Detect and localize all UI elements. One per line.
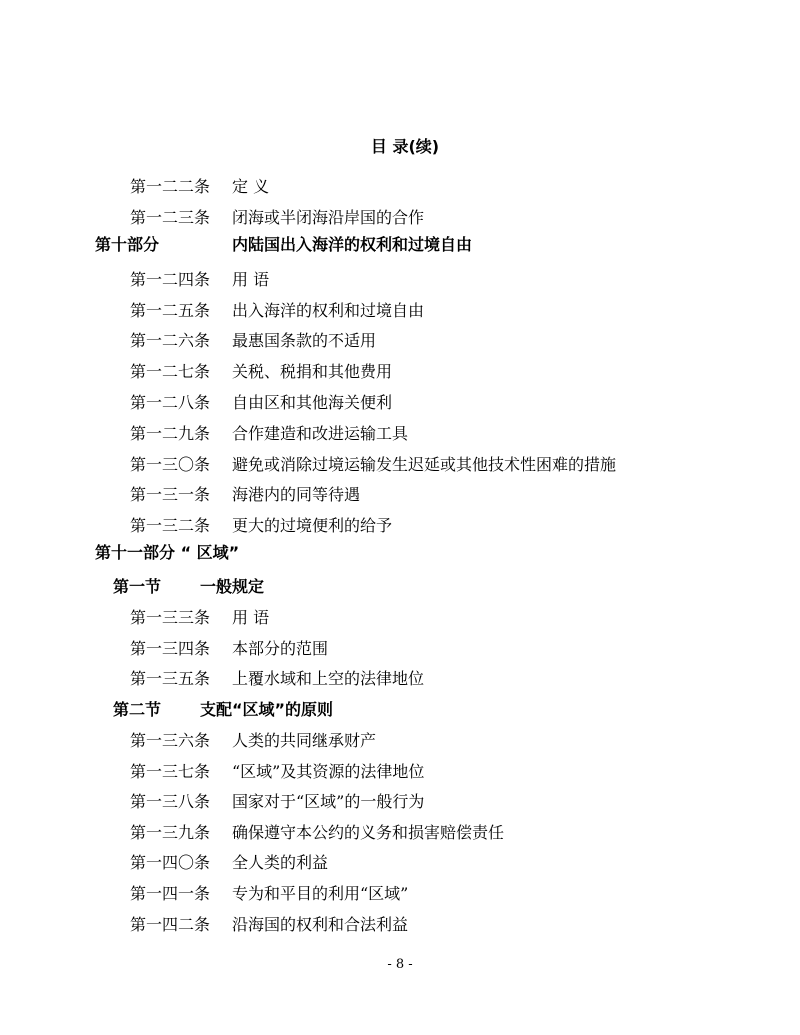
article-number: 第一三〇条 — [130, 455, 211, 474]
article-number: 第一三一条 — [130, 485, 211, 504]
article-title: 全人类的利益 — [232, 853, 329, 872]
part-title: 内陆国出入海洋的权利和过境自由 — [232, 235, 473, 254]
article-title: 自由区和其他海关便利 — [232, 393, 393, 412]
article-title: 出入海洋的权利和过境自由 — [232, 301, 425, 320]
article-number: 第一二八条 — [130, 393, 211, 412]
article-number: 第一四二条 — [130, 915, 211, 934]
article-number: 第一三七条 — [130, 762, 211, 781]
article-number: 第一二三条 — [130, 208, 211, 227]
article-title: 闭海或半闭海沿岸国的合作 — [232, 208, 425, 227]
article-title: 确保遵守本公约的义务和损害赔偿责任 — [232, 823, 505, 842]
article-title: 海港内的同等待遇 — [232, 485, 361, 504]
section-number: 第二节 — [113, 700, 162, 719]
section-title: 支配“区域”的原则 — [200, 700, 334, 719]
article-title: 更大的过境便利的给予 — [232, 516, 393, 535]
article-number: 第一三八条 — [130, 792, 211, 811]
article-title: 避免或消除过境运输发生迟延或其他技术性困难的措施 — [232, 455, 617, 474]
article-title: 用 语 — [232, 270, 270, 289]
section-title: 一般规定 — [200, 577, 265, 596]
article-number: 第一四一条 — [130, 884, 211, 903]
article-number: 第一三五条 — [130, 669, 211, 688]
article-number: 第一二七条 — [130, 362, 211, 381]
page-title: 目 录(续) — [370, 137, 440, 156]
article-number: 第一三三条 — [130, 608, 211, 627]
section-number: 第一节 — [113, 577, 162, 596]
article-title: 合作建造和改进运输工具 — [232, 424, 409, 443]
article-number: 第一二五条 — [130, 301, 211, 320]
article-title: 上覆水域和上空的法律地位 — [232, 669, 425, 688]
article-title: 最惠国条款的不适用 — [232, 331, 377, 350]
article-number: 第一三九条 — [130, 823, 211, 842]
article-number: 第一三四条 — [130, 639, 211, 658]
article-title: 定 义 — [232, 177, 270, 196]
article-title: 关税、税捐和其他费用 — [232, 362, 393, 381]
article-title: 本部分的范围 — [232, 639, 329, 658]
page-number: - 8 - — [387, 957, 413, 972]
article-title: 用 语 — [232, 608, 270, 627]
article-title: 人类的共同继承财产 — [232, 731, 377, 750]
article-number: 第一二二条 — [130, 177, 211, 196]
article-number: 第一四〇条 — [130, 853, 211, 872]
article-title: 沿海国的权利和合法利益 — [232, 915, 409, 934]
article-number: 第一二六条 — [130, 331, 211, 350]
article-number: 第一二四条 — [130, 270, 211, 289]
article-number: 第一二九条 — [130, 424, 211, 443]
part-number: 第十部分 — [95, 235, 160, 254]
article-number: 第一三二条 — [130, 516, 211, 535]
article-number: 第一三六条 — [130, 731, 211, 750]
part-heading: 第十一部分 “ 区域” — [95, 543, 240, 562]
article-title: 国家对于“区域”的一般行为 — [232, 792, 425, 811]
article-title: 专为和平目的利用“区域” — [232, 884, 409, 903]
article-title: “区域”及其资源的法律地位 — [232, 762, 425, 781]
